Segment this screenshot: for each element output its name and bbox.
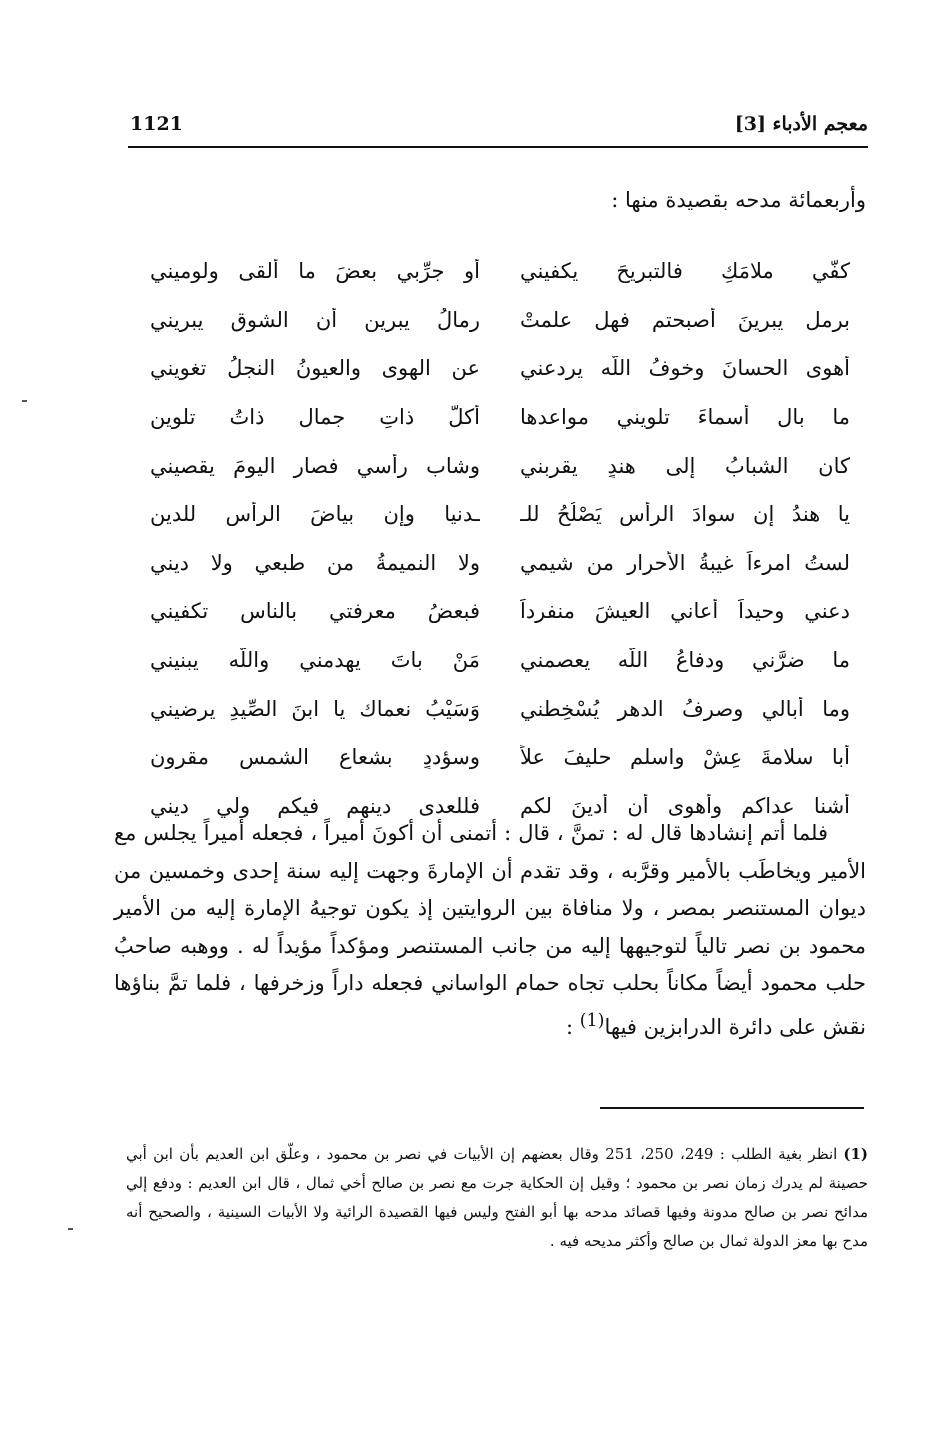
verse-first-hemistich: أبا سلامةَ عِشْ واسلم حليفَ علاً	[520, 745, 850, 770]
poem	[150, 247, 850, 830]
verse	[150, 344, 850, 393]
verse	[150, 636, 850, 685]
verse-second-hemistich: وَسَيْبُ نعماك يا ابنَ الصِّيدِ يرضيني	[150, 696, 480, 721]
verse	[150, 684, 850, 733]
verse-second-hemistich: مَنْ باتَ يهدمني واللّه يبنيني	[150, 648, 480, 673]
verse	[150, 247, 850, 296]
verse-second-hemistich: أو جرِّبي بعضَ ما ألقى ولوميني	[150, 259, 480, 284]
footnote-number: (1)	[843, 1145, 869, 1163]
verse	[150, 441, 850, 490]
paragraph-text: فلما أتم إنشادها قال له : تمنَّ ، قال : أتمنى أن أكونَ أميراً ، فجعله أميراً يجلس مع الأمير ويخاطَب بالأمير وقرَّبه ، وقد تقدم أن الإمارةَ وجهت إليه سنة إحدى وخمسين من ديوان المستنصر بمصر ، ولا منافاة بين الروايتين إذ يكون توجيهُ الإمارة إليه من الأمير محمود بن نصر تالياً لتوجيهها إليه من جانب المستنصر ومؤكداً مؤيداً له . ووهبه صاحبُ حلب محمود أيضاً مكاناً بحلب تجاه حمام الواساني فجعله داراً وزخرفها ، فلما تمَّ بناؤها نقش على دائرة الدرابزين فيها	[114, 821, 867, 1039]
footnote-rule	[600, 1107, 864, 1109]
verse-first-hemistich: يا هندُ إن سوادَ الرأسِ يَصْلُحُ للـ	[520, 502, 850, 527]
verse-second-hemistich: رمالُ يبرين أن الشوق يبريني	[150, 307, 480, 332]
verse-first-hemistich: دعني وحيداً أعاني العيشَ منفرداً	[520, 599, 850, 624]
body-paragraph	[114, 815, 866, 1046]
verse-first-hemistich: كان الشبابُ إلى هندٍ يقربني	[520, 453, 850, 478]
verse-first-hemistich: ما بال أسماءَ تلويني مواعدها	[520, 405, 850, 430]
verse-first-hemistich: لستُ امرءاً غيبةُ الأحرارِ من شيمي	[520, 550, 850, 575]
verse-second-hemistich: فبعضُ معرفتي بالناسِ تكفيني	[150, 599, 480, 624]
verse-second-hemistich: وسؤددٍ بشعاع الشمس مقرونِ	[150, 745, 480, 770]
verse	[150, 296, 850, 345]
verse	[150, 393, 850, 442]
verse	[150, 587, 850, 636]
verse-second-hemistich: وشاب رأسي فصار اليومَ يقصيني	[150, 453, 480, 478]
verse-first-hemistich: كفّي ملامَكِ فالتبريحَ يكفيني	[520, 259, 850, 284]
verse-second-hemistich: ولا النميمةُ من طبعي ولا ديني	[150, 550, 480, 575]
paragraph-tail: :	[565, 1014, 580, 1039]
verse-first-hemistich: أشنا عداكم وأهوى أن أدينَ لكم	[520, 793, 850, 818]
verse-second-hemistich: ـدنيا وإن بياضَ الرأسِ للدينِ	[150, 502, 480, 527]
scan-mark	[22, 400, 27, 402]
page-number: 1121	[130, 113, 183, 135]
verse-second-hemistich: عن الهوى والعيونُ النجلُ تغويني	[150, 356, 480, 381]
footnote-text: انظر بغية الطلب : 249، 250، 251 وقال بعضهم إن الأبيات في نصر بن محمود ، وعلّق ابن العديم بأن ابن أبي حصينة لم يدرك زمان نصر بن محمود ؛ وقيل إن الحكاية جرت مع نصر بن صالح أخي ثمال ، قال ابن العديم : ودفع إلي مدائح نصر بن صالح مدونة وفيها قصائد مدحه بها أبو الفتح وليس فيها القصيدة الرائية ولا الأبيات السينية ، والصحيح أنه مدح بها معز الدولة ثمال بن صالح وأكثر مديحه فيه .	[126, 1145, 868, 1250]
verse-second-hemistich: فللعدى دينهم فيكم ولي ديني	[150, 793, 480, 818]
verse-first-hemistich: ما ضرَّني ودفاعُ اللّه يعصمني	[520, 648, 850, 673]
intro-line: وأربعمائة مدحه بقصيدة منها :	[611, 188, 866, 212]
verse-first-hemistich: أهوى الحسانَ وخوفُ اللّه يردعني	[520, 356, 850, 381]
verse	[150, 733, 850, 782]
verse-first-hemistich: برملِ يبرينَ أصبحتم فهل علمتْ	[520, 307, 850, 332]
header-rule	[128, 146, 868, 148]
footnote	[126, 1140, 868, 1256]
footnote-reference: (1)	[579, 1010, 605, 1031]
running-title: معجم الأدباء [3]	[734, 113, 868, 135]
verse	[150, 490, 850, 539]
scan-mark	[68, 1228, 73, 1230]
verse	[150, 539, 850, 588]
verse-first-hemistich: وما أبالي وصرفُ الدهر يُسْخِطني	[520, 696, 850, 721]
verse-second-hemistich: أكلُّ ذاتِ جمالٍ ذاتُ تلوينِ	[150, 405, 480, 430]
